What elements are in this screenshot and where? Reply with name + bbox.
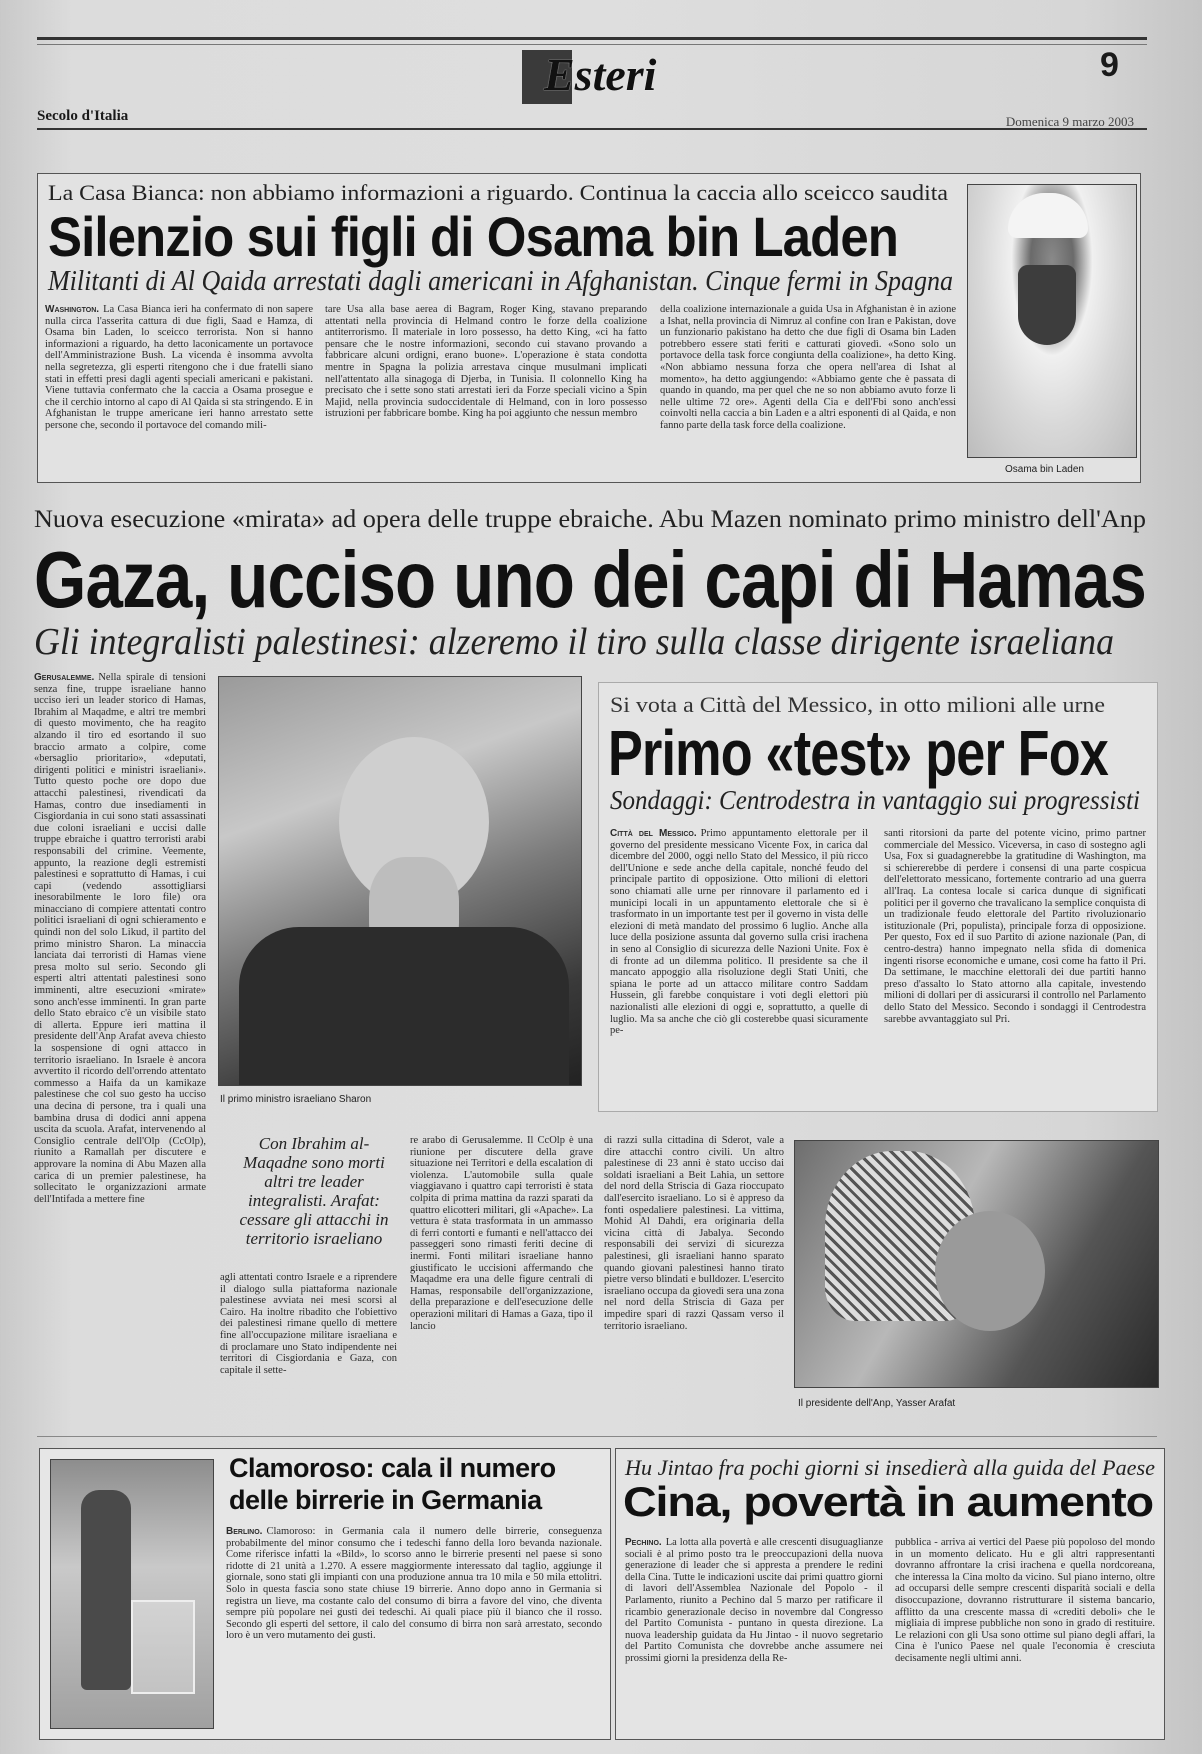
masthead-rule (37, 128, 1147, 130)
photo-beer-bottle (50, 1459, 214, 1729)
osama-kicker: La Casa Bianca: non abbiamo informazioni a riguardo. Continua la caccia allo sceicco saudita (48, 180, 948, 205)
photo-osama-bin-laden (967, 184, 1137, 458)
cina-column-1: Pechino. La lotta alla povertà e alle crescenti disuguaglianze sociali è al primo posto tra le preoccupazioni della nuova generazione di leader che si appresta a prendere le redini della Cina. Tutte le indicazioni uscite dai primi quattro giorni di lavori dell'Assemblea Nazionale del Popolo - il Parlamento, riunito a Pechino dal 5 marzo per ratificare il ricambio generazionale deciso in novembre dal Congresso del Partito Comunista - puntano in questa direzione. La nuova leadership guidata da Hu Jintao - il nuovo segretario del Partito Comunista che dovrebbe anche assumere nei prossimi giorni la presidenza della Re- (625, 1537, 883, 1664)
fox-column-1: Città del Messico. Primo appuntamento elettorale per il governo del presidente messicano Vicente Fox, in carica dal dicembre del 2000, oggi nello Stato del Messico, il più ricco dell'Unione e sede anche della capitale, nonché feudo del principale partito di opposizione. Otto milioni di elettori sono chiamati alle urne per rinnovare il parlamento ed i municipi locali in un appuntamento elettorale che si è trasformato in un importante test per il governo in vista delle elezioni di metà mandato del prossimo 6 luglio. Anche alla luce della posizione assunta dal governo sulla crisi irachena in seno al Consiglio di sicurezza delle Nazioni Unite. Fox è di fronte ad un dilemma politico. Il presidente sa che il mancato appoggio alla risoluzione degli Stati Uniti, che spiana le porte ad un attacco militare contro Saddam Hussein, gli farebbe conquistare i voti degli elettori più nazionalisti alle elezioni di oggi e, soprattutto, a quelle di luglio. Ma sa anche che ciò gli costerebbe quasi sicuramente pe- (610, 828, 868, 1037)
gaza-column-1: Gerusalemme. Nella spirale di tensioni senza fine, truppe israeliane hanno ucciso ieri un leader storico di Hamas, Ibrahim al Maqadme, e altri tre membri di questo movimento, che ha reagito alzando il tiro ed esortando il suo braccio armato a colpire, come «bersaglio prioritario», «deputati, dirigenti politici e ministri israeliani». Tutto questo poche ore dopo due attacchi palestinesi, rivendicati da Hamas, contro due insediamenti in Cisgiordania in cui sono stati assassinati due coloni israeliani e uccisi dalle truppe ebraiche i quattro terroristi arabi responsabili del crimine. Veemente, appunto, la reazione degli estremisti palestinesi e soprattutto di Hamas, i cui capi (vedendo assottigliarsi inesorabilmente le loro file) ora minacciano di compiere attentati contro politici israeliani di ogni schieramento e quindi non del solo Likud, il partito del primo ministro Sharon. La minaccia lanciata dai terroristi di Hamas viene presa molto sul serio. Secondo gli esperti altri attentati palestinesi sono imminenti, altre esecuzioni «mirate» sono anch'esse imminenti. In gran parte dello Stato ebraico c'è un visibile stato di allerta. Eppure ieri mattina il presidente dell'Anp Arafat aveva chiesto la sospensione di ogni attacco in territorio israeliano. In Israele è ancora avvertito il ricordo dell'orrendo attentato commesso a Haifa da un kamikaze palestinese che col suo gesto ha ucciso una decina di persone, tra i quali una bambina drusa di dodici anni appena uscita da scuola. Arafat, intervenendo al Consiglio centrale dell'Olp (CcOlp), riunito a Ramallah per discutere e approvare la nomina di Abu Mazen alla carica di un premier palestinese, ha sollecitato le organizzazioni armate dell'Intifada a mettere fine (34, 672, 206, 1205)
photo-sharon (218, 676, 582, 1086)
cina-kicker: Hu Jintao fra pochi giorni si insedierà alla guida del Paese (625, 1455, 1155, 1480)
osama-photo-caption: Osama bin Laden (1005, 464, 1084, 475)
section-name: Esteri (544, 49, 657, 100)
paper-name: Secolo d'Italia (37, 108, 129, 124)
osama-column-1: Washington. La Casa Bianca ieri ha confermato di non sapere nulla circa l'asserita cattura di due figli, Saad e Hamza, di Osama bin Laden, lo sceicco terrorista. Non si hanno informazioni a riguardo, ha detto laconicamente un portavoce dell'Amministrazione Bush. La vicenda è insomma avvolta nella segretezza, gli esperti ritengono che i due fratelli siano stati in effetti presi dagli agenti speciali americani e pakistani. Viene tuttavia confermato che la caccia a Osama prosegue e che il cerchio intorno al capo di Al Qaida si sta stringendo. E in Afghanistan le truppe americane ieri hanno arrestato sette persone che, secondo il portavoce del comando mili- (45, 304, 313, 431)
gaza-column-2: agli attentati contro Israele e a riprendere il dialogo sulla piattaforma nazionale palestinese avviata nei mesi scorsi al Cairo. Ha inoltre ribadito che l'obiettivo dei palestinesi rimane quello di mettere fine all'occupazione militare israeliana e di proclamare uno Stato indipendente nei territori di Cisgiordania e Gaza, con capitale il sette- (220, 1272, 397, 1376)
page-number: 9 (1100, 46, 1119, 84)
gaza-headline: Gaza, ucciso uno dei capi di Hamas (34, 535, 1146, 624)
fox-kicker: Si vota a Città del Messico, in otto milioni alle urne (610, 692, 1105, 717)
gaza-kicker: Nuova esecuzione «mirata» ad opera delle truppe ebraiche. Abu Mazen nominato primo ministro dell'Anp (34, 506, 1146, 533)
beard-shape (1018, 265, 1076, 345)
beer-body: Berlino. Clamoroso: in Germania cala il numero delle birrerie, conseguenza probabilmente del minor consumo che i tedeschi fanno della loro bevanda nazionale. Come riferisce infatti la «Bild», lo scorso anno le birrerie presenti nel paese si sono ridotte di 21 unità a 1.270. A essere maggiormente interessato dal taglio, aggiunge il giornale, sono stati gli impianti con una produzione annua tra 10 mila e 50 mila ettolitri. Solo in questa fascia sono state chiuse 19 birrerie. Anno dopo anno in Germania si registra un lieve, ma costante calo del consumo di birra a favore del vino, che diventa sempre più popolare nei gusti dei tedeschi. Ai quali piace più il bianco che il rosso. Secondo gli esperti del settore, il calo del consumo di birra non sarà arrestato, secondo loro è un vero mutamento dei gusti. (226, 1526, 602, 1642)
issue-date: Domenica 9 marzo 2003 (1005, 114, 1134, 129)
cina-headline: Cina, povertà in aumento (623, 1478, 1153, 1525)
gaza-column-4: di razzi sulla cittadina di Sderot, vale a dire attacchi contro civili. Un altro palestinese di 23 anni è stato ucciso dai soldati israeliani a Beit Lahia, un settore del nord della Striscia di Gaza rioccupato dall'esercito israeliano. Lo si è appreso da fonti ospedaliere palestinesi. La vittima, Mohid Al Dahdi, era originaria della vicina città di Jabalya. Secondo responsabili dei servizi di sicurezza palestinesi, gli israeliani hanno sparato quando giovani palestinesi hanno tirato pietre verso blindati e bulldozer. L'esercito israeliano occupa da giovedì sera una zona nel nord della Striscia di Gaza per impedire spari di razzi Qassam verso il territorio israeliano. (604, 1135, 784, 1332)
section-title (522, 48, 657, 108)
gaza-column-3: re arabo di Gerusalemme. Il CcOlp è una riunione per discutere della grave situazione nei Territori e della escalation di violenza. L'automobile sulla quale viaggiavano i quattro capi terroristi è stata colpita di prima mattina da razzi sparati da quattro elicotteri militari, gli «Apache». La vettura è stata trasformata in un ammasso di ferri contorti e fumanti e nell'attacco dei passeggeri sono rimasti feriti decine di inermi. Fonti militari israeliane hanno giustificato le uccisioni affermando che Maqadme era una delle figure centrali di Hamas, responsabile dell'organizzazione, della preparazione e dell'esecuzione delle operazioni militari di Hamas a Gaza, tipo il lancio (410, 1135, 593, 1332)
arafat-photo-caption: Il presidente dell'Anp, Yasser Arafat (798, 1398, 956, 1409)
fox-headline: Primo «test» per Fox (608, 717, 1108, 789)
turban-shape (1008, 193, 1088, 238)
fox-subtitle: Sondaggi: Centrodestra in vantaggio sui progressisti (610, 785, 1140, 815)
top-rule-thin (37, 44, 1147, 45)
top-rule (37, 37, 1147, 40)
bottle-shape (81, 1490, 131, 1690)
suit-shape (239, 927, 569, 1086)
face-shape (935, 1211, 1045, 1331)
osama-column-3: della coalizione internazionale a guida Usa in Afghanistan è in azione a Ishat, nella provincia di Nimruz al confine con Iran e Pakistan, dove un funzionario pakistano ha detto che due figli di Osama bin Laden potrebbero essere stati feriti e catturati giovedì. «Sono solo un portavoce della task force congiunta della coalizione», ha detto King. «Non abbiamo nessuna forza che opera nell'area di Ishat al momento», ha detto aggiungendo: «Abbiamo gente che è passata di quando in quando, ma per quel che ne so non abbiamo avuto forze lì nelle ultime 72 ore». Agenti della Cia e dell'Fbi sono anch'essi coinvolti nella caccia a bin Laden e a altri esponenti di al Qaida, e non fanno parte della task force della coalizione. (660, 304, 956, 431)
gaza-subtitle: Gli integralisti palestinesi: alzeremo il tiro sulla classe dirigente israeliana (34, 621, 1114, 663)
sharon-photo-caption: Il primo ministro israeliano Sharon (220, 1094, 372, 1105)
osama-headline: Silenzio sui figli di Osama bin Laden (48, 205, 898, 268)
section-divider (37, 1436, 1157, 1437)
cina-column-2: pubblica - arriva ai vertici del Paese più popoloso del mondo in un momento delicato. Hu e gli altri rappresentanti dovranno affrontare la crisi irachena e quella nordcoreana, che interessa la Cina molto da vicino. Sul piano interno, oltre ad occuparsi delle sempre crescenti disparità sociali e della disoccupazione, dovranno ristrutturare il sistema bancario, afflitto da una crescente massa di «crediti deboli» che le migliaia di imprese pubbliche non sono in grado di restituire. Le relazioni con gli Usa sono ottime sul piano degli affari, la Cina è l'unico Paese nel quale l'economia è cresciuta decisamente negli ultimi anni. (895, 1537, 1155, 1664)
beer-headline: Clamoroso: cala il numero delle birrerie in Germania (229, 1453, 556, 1515)
osama-column-2: tare Usa alla base aerea di Bagram, Roger King, stavano preparando attentati nella provincia di Helmand contro le forze della coalizione antiterrorismo. Il materiale in loro possesso, ha detto King, «ci ha fatto pensare che le nostre informazioni, secondo cui stavano provando a fabbricare alcuni ordigni, erano buone». L'operazione è stata condotta mentre in Spagna la polizia arrestava cinque musulmani implicati nell'attentato alla sinagoga di Djerba, in Tunisia. Il colonnello King ha precisato che i sette sono stati arrestati ieri da Forze speciali vicino a Spin Majid, nella provincia sudoccidentale di Helmand, con in loro possesso istruzioni per fabbricare bombe. King ha poi aggiunto che nessun membro (325, 304, 647, 420)
osama-subtitle: Militanti di Al Qaida arrestati dagli americani in Afghanistan. Cinque fermi in Spagna (48, 266, 953, 297)
gaza-pull-quote: Con Ibrahim al-Maqadne sono morti altri tre leader integralisti. Arafat: cessare gli attacchi in territorio israeliano (239, 1134, 389, 1248)
photo-arafat (794, 1140, 1159, 1388)
glass-shape (131, 1600, 195, 1694)
fox-column-2: santi ritorsioni da parte del potente vicino, primo partner commerciale del Messico. Viceversa, in caso di sostegno agli Usa, Fox si guadagnerebbe la gratitudine di Washington, ma si schiererebbe di perdere i consensi di una parte cospicua dell'elettorato messicano, fortemente contrario ad una guerra all'Iraq. La contesa locale si carica dunque di significati politici per il governo che travalicano la semplice conquista di un tradizionale feudo elettorale del Partito rivoluzionario istituzionale (Pri, populista), principale forza di opposizione. Per questo, Fox ed il suo Partito di azione nazionale (Pan, di centro-destra) hanno impegnato nella sfida di domenica ingenti risorse economiche e umane, così come ha fatto il Pri. Da settimane, le macchine elettorali dei due partiti hanno preso d'assalto lo Stato attorno alla capitale, investendo milioni di dollari per di assicurarsi il controllo nel Parlamento dello Stato del Messico. Secondo i sondaggi il Centrodestra sarebbe avvantaggiato sul Pri. (884, 828, 1146, 1025)
